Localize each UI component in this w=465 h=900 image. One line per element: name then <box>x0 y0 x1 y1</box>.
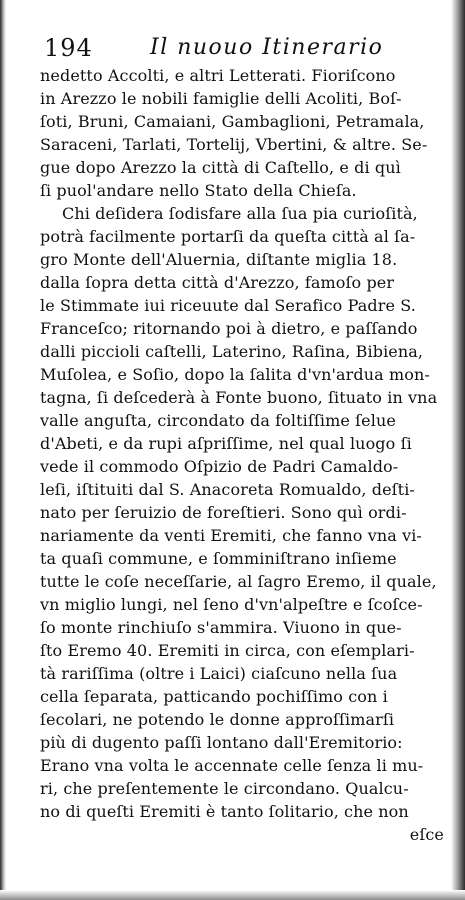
scan-shadow-right <box>451 0 465 900</box>
text-line: ſto Eremo 40. Eremiti in circa, con eſemplari- <box>40 641 415 660</box>
text-line: in Arezzo le nobili famiglie delli Acoliti, Boſ- <box>40 89 402 108</box>
text-line: gro Monte dell'Aluernia, diſtante miglia 18. <box>40 250 398 269</box>
text-line: valle anguſta, circondato da foltiſſime ſelue <box>40 411 396 430</box>
text-line: ta quaſi commune, e ſomminiſtrano inſieme <box>40 549 397 568</box>
running-title: Il nuouo Itinerario <box>150 35 384 60</box>
text-line: tà rariſſima (oltre i Laici) ciaſcuno nella ſua <box>40 664 398 683</box>
text-line: cella ſeparata, patticando pochiſſimo con i <box>40 687 388 706</box>
text-line: nato per ſeruizio de foreſtieri. Sono quì ordi- <box>40 503 407 522</box>
text-line: vn miglio lungi, nel ſeno d'vn'alpeſtre e ſcoſce- <box>40 595 423 614</box>
text-line: ſoti, Bruni, Camaiani, Gambaglioni, Petramala, <box>40 112 425 131</box>
text-line: Saraceni, Tarlati, Tortelij, Vbertini, & altre. Se- <box>40 135 428 154</box>
page-header <box>44 33 424 65</box>
text-line: Chi deſidera ſodisfare alla ſua pia curioſità, <box>62 204 418 223</box>
text-line: dalla ſopra detta città d'Arezzo, famoſo per <box>40 273 395 292</box>
text-line: gue dopo Arezzo la città di Caſtello, e di quì <box>40 158 401 177</box>
scan-shadow-left <box>0 0 6 900</box>
text-line: tutte le coſe neceſſarie, al ſagro Eremo, il quale, <box>40 572 437 591</box>
text-line: dalli piccioli caſtelli, Laterino, Raſina, Bibiena, <box>40 342 424 361</box>
text-line: Erano vna volta le accennate celle ſenza li mu- <box>40 756 424 775</box>
text-line: vede il commodo Oſpizio de Padri Camaldo- <box>40 457 399 476</box>
text-line: potrà facilmente portarſi da queſta città al ſa- <box>40 227 416 246</box>
text-line: no di queſti Eremiti è tanto ſolitario, che non <box>40 802 409 821</box>
body-text <box>40 64 444 846</box>
text-line: nedetto Accolti, e altri Letterati. Fioriſcono <box>40 66 396 85</box>
text-line: ſo monte rinchiuſo s'ammira. Viuono in que- <box>40 618 402 637</box>
text-line: tagna, ſi deſcederà à Fonte buono, ſituato in vna <box>40 388 438 407</box>
text-line: ſi puol'andare nello Stato della Chieſa. <box>40 181 357 200</box>
text-line: nariamente da venti Eremiti, che fanno vna vi- <box>40 526 422 545</box>
text-line: Muſolea, e Soſio, dopo la ſalita d'vn'ardua mon- <box>40 365 430 384</box>
text-line: le Stimmate iui riceuute dal Serafico Padre S. <box>40 296 416 315</box>
text-line: Franceſco; ritornando poi à dietro, e paſſando <box>40 319 418 338</box>
page-number: 194 <box>44 34 93 62</box>
catchword: eſce <box>409 825 444 844</box>
text-line: d'Abeti, e da rupi aſpriſſime, nel qual luogo ſi <box>40 434 412 453</box>
text-line: leſi, iſtituiti dal S. Anacoreta Romualdo, deſti- <box>40 480 415 499</box>
text-line: ſecolari, ne potendo le donne approſſimarſi <box>40 710 395 729</box>
text-line: più di dugento paſſi lontano dall'Eremitorio: <box>40 733 403 752</box>
scan-shadow-bottom <box>0 890 465 900</box>
text-line: ri, che preſentemente le circondano. Qualcu- <box>40 779 409 798</box>
